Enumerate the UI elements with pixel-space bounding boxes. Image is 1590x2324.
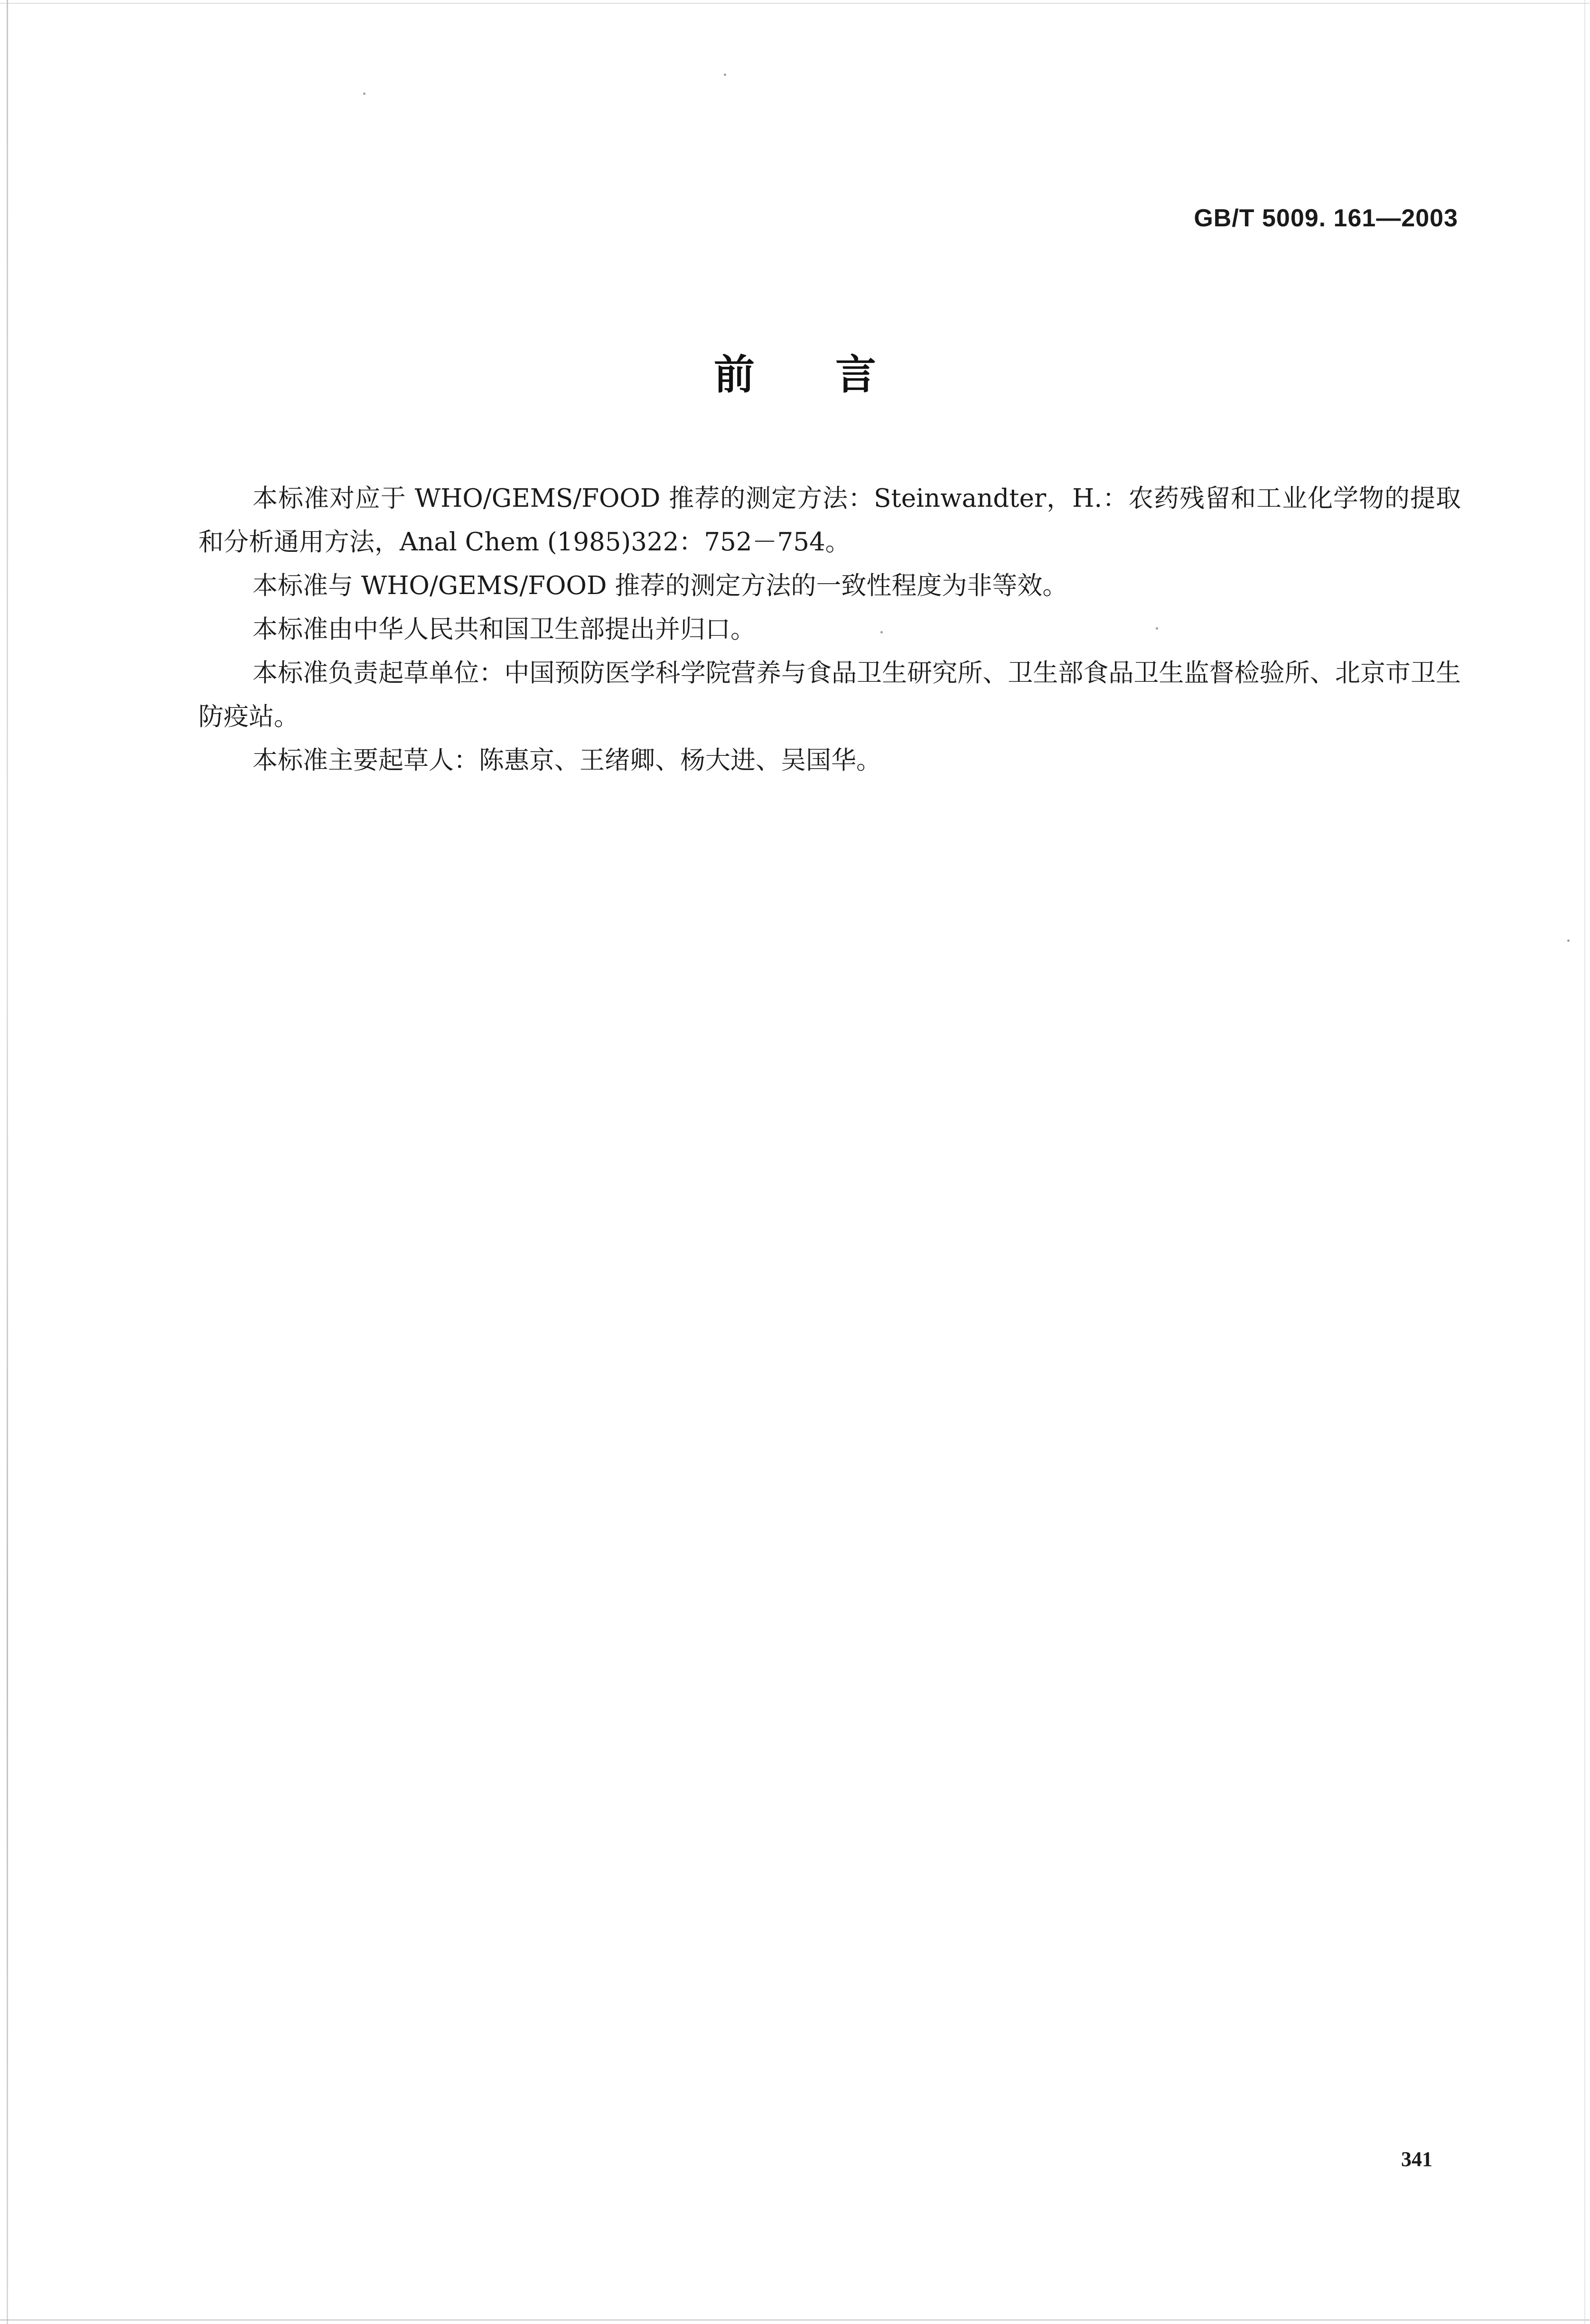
standard-number: GB/T 5009. 161—2003 bbox=[1194, 205, 1458, 232]
paragraph-drafting-units: 本标准负责起草单位：中国预防医学科学院营养与食品卫生研究所、卫生部食品卫生监督检验所、北京市卫生防疫站。 bbox=[198, 659, 1461, 731]
scan-edge-top bbox=[0, 3, 1590, 4]
paragraph-correspondence: 本标准对应于 WHO/GEMS/FOOD 推荐的测定方法：Steinwandter，H.：农药残留和工业化学物的提取和分析通用方法，Anal Chem (1985)322：752－754。 bbox=[198, 484, 1461, 557]
scan-speck bbox=[1567, 939, 1570, 942]
paragraph-proposer: 本标准由中华人民共和国卫生部提出并归口。 bbox=[253, 615, 756, 644]
paragraph-consistency: 本标准与 WHO/GEMS/FOOD 推荐的测定方法的一致性程度为非等效。 bbox=[253, 571, 1068, 600]
scan-speck bbox=[724, 74, 726, 76]
scan-edge-bottom bbox=[0, 2319, 1590, 2321]
page-number: 341 bbox=[1401, 2147, 1432, 2171]
paragraph-drafters: 本标准主要起草人：陈惠京、王绪卿、杨大进、吴国华。 bbox=[253, 746, 881, 775]
scan-speck bbox=[363, 93, 365, 95]
page-title: 前言 bbox=[714, 351, 957, 399]
foreword-body bbox=[198, 477, 1461, 782]
